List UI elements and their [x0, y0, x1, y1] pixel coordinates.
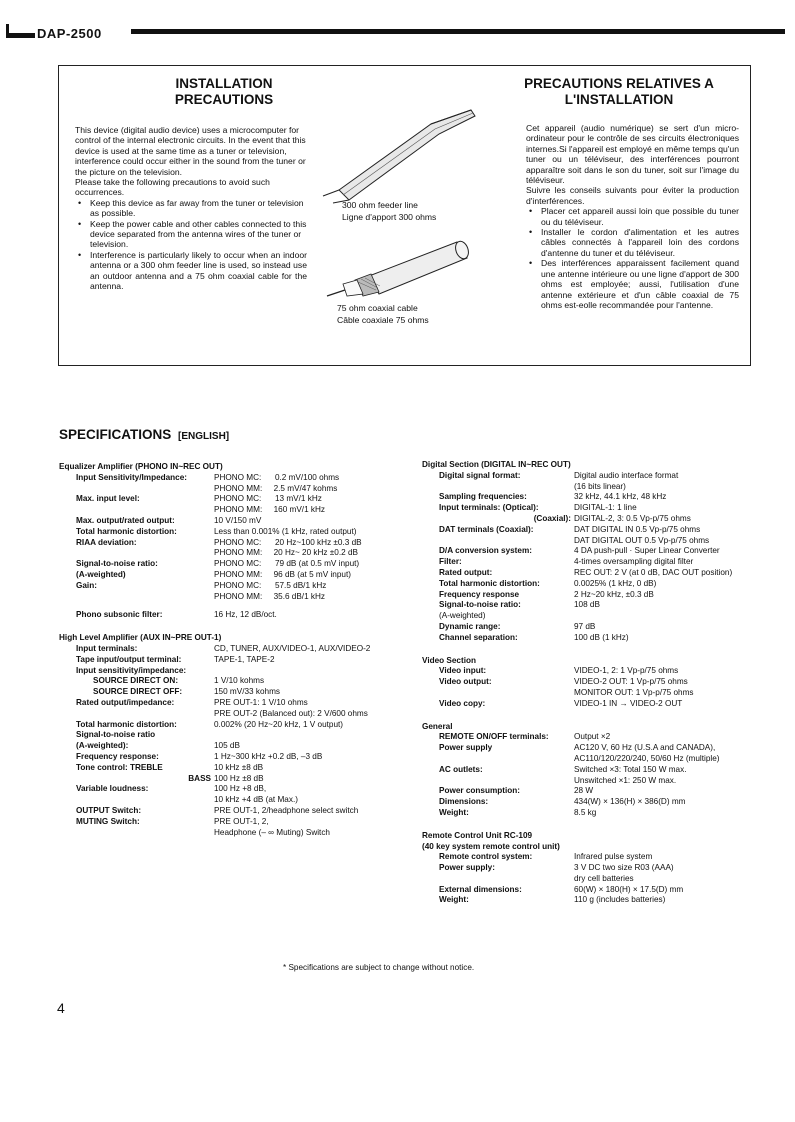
spec-value: PRE OUT-1: 1 V/10 ohms [214, 697, 308, 707]
spec-label: Input terminals: [76, 643, 138, 653]
spec-row [59, 559, 370, 570]
spec-value: PHONO MM: 2.5 mV/47 kohms [214, 483, 338, 493]
spec-row [422, 699, 732, 710]
spec-label: Rated output: [439, 567, 493, 577]
header-rule [131, 29, 785, 34]
spec-label: (A-weighted) [76, 569, 126, 579]
spec-value: 100 dB (1 kHz) [574, 632, 629, 642]
spec-label: Total harmonic distortion: [76, 526, 177, 536]
spec-row [422, 765, 732, 776]
precautions-title-en: INSTALLATION PRECAUTIONS [174, 76, 274, 107]
spec-value: 32 kHz, 44.1 kHz, 48 kHz [574, 492, 667, 502]
spec-spacer [422, 644, 732, 656]
spec-value: 3 V DC two size R03 (AAA) [574, 863, 674, 873]
spec-label: D/A conversion system: [439, 546, 532, 556]
spec-value: PHONO MM: 35.6 dB/1 kHz [214, 591, 326, 601]
precautions-text-en [75, 125, 307, 292]
spec-row [422, 732, 732, 743]
spec-value: PHONO MC: 13 mV/1 kHz [214, 494, 322, 504]
section-title: (40 key system remote control unit) [422, 841, 560, 851]
spec-label: Video copy: [439, 698, 486, 708]
spec-row [59, 687, 370, 698]
spec-value: PHONO MC: 79 dB (at 0.5 mV input) [214, 559, 360, 569]
spec-value: 10 kHz ±8 dB [214, 762, 264, 772]
spec-label: Channel separation: [439, 632, 518, 642]
spec-row [59, 709, 370, 720]
spec-label: DAT terminals (Coaxial): [439, 524, 534, 534]
spec-value: 1 Hz~300 kHz +0.2 dB, –3 dB [214, 751, 323, 761]
spec-value: 16 Hz, 12 dB/oct. [214, 610, 277, 620]
spec-value: Infrared pulse system [574, 852, 653, 862]
spec-value: REC OUT: 2 V (at 0 dB, DAC OUT position) [574, 567, 733, 577]
spec-value: PHONO MM: 160 mV/1 kHz [214, 505, 326, 515]
spec-label [59, 484, 214, 495]
spec-row [422, 688, 732, 699]
spec-value: 108 dB [574, 600, 600, 610]
spec-row [59, 730, 370, 741]
spec-row [422, 546, 732, 557]
spec-row [59, 610, 370, 621]
spec-row [59, 817, 370, 828]
spec-label: (Coaxial): [533, 513, 571, 523]
spec-row [59, 516, 370, 527]
spec-row [422, 622, 732, 633]
spec-row [59, 494, 370, 505]
spec-value: Switched ×3: Total 150 W max. [574, 764, 687, 774]
spec-row [422, 743, 732, 754]
specifications-language: [ENGLISH] [178, 431, 230, 442]
please-en: Please take the following precautions to avoid such occurrences. [75, 177, 270, 198]
spec-row [59, 655, 370, 666]
spec-row [422, 579, 732, 590]
coaxial-cable-illustration [325, 238, 475, 302]
spec-label: MUTING Switch: [76, 816, 140, 826]
spec-label [422, 874, 574, 885]
spec-row [59, 720, 370, 731]
spec-label [59, 505, 214, 516]
spec-spacer [59, 602, 370, 610]
spec-label: Filter: [439, 557, 462, 567]
spec-label: (A-weighted) [439, 611, 486, 621]
spec-value: Less than 0.001% (1 kHz, rated output) [214, 526, 357, 536]
spec-label: Gain: [76, 580, 97, 590]
spec-value: DAT DIGITAL OUT 0.5 Vp-p/75 ohms [574, 535, 710, 545]
spec-label: Frequency response: [76, 751, 159, 761]
spec-row [59, 527, 370, 538]
bullet-list-en [75, 198, 307, 292]
spec-row [422, 633, 732, 644]
spec-label: Remote control system: [439, 852, 533, 862]
spec-value: MONITOR OUT: 1 Vp-p/75 ohms [574, 687, 694, 697]
spec-value: 4-times oversampling digital filter [574, 557, 694, 567]
spec-value: 10 kHz +4 dB (at Max.) [214, 795, 298, 805]
spec-value: PHONO MM: 20 Hz~ 20 kHz ±0.2 dB [214, 548, 358, 558]
spec-row [59, 644, 370, 655]
spec-table-left [59, 462, 370, 838]
spec-value: Digital audio interface format [574, 470, 679, 480]
spec-row [59, 795, 370, 806]
spec-label: Max. input level: [76, 494, 140, 504]
bullet-en: • Keep this device as far away from the tuner or television as possible. [75, 198, 307, 219]
spec-table-right [422, 460, 732, 906]
spec-row [422, 666, 732, 677]
spec-label: Video input: [439, 666, 487, 676]
spec-section-heading [422, 831, 732, 842]
spec-row [422, 514, 732, 525]
spec-label: External dimensions: [439, 884, 522, 894]
spec-label: Digital signal format: [439, 470, 521, 480]
spec-label: Input sensitivity/impedance: [76, 665, 187, 675]
spec-label: Phono subsonic filter: [76, 610, 163, 620]
spec-value: PHONO MM: 96 dB (at 5 mV input) [214, 569, 351, 579]
caption-coax-en: 75 ohm coaxial cable [337, 303, 418, 313]
spec-value: DAT DIGITAL IN 0.5 Vp-p/75 ohms [574, 524, 701, 534]
specifications-heading: SPECIFICATIONS [59, 427, 172, 442]
spec-label: SOURCE DIRECT ON: [93, 676, 179, 686]
spec-row [59, 538, 370, 549]
spec-value: 60(W) × 180(H) × 17.5(D) mm [574, 884, 684, 894]
spec-value: 0.0025% (1 kHz, 0 dB) [574, 578, 657, 588]
spec-row [422, 852, 732, 863]
section-title: General [422, 721, 453, 731]
spec-row [422, 863, 732, 874]
spec-label: Weight: [439, 807, 469, 817]
spec-section-heading [59, 462, 370, 473]
spec-row [422, 600, 732, 611]
spec-label: Signal-to-noise ratio [76, 730, 156, 740]
spec-label: Total harmonic distortion: [439, 578, 540, 588]
section-title: High Level Amplifier (AUX IN~PRE OUT-1) [59, 633, 222, 643]
spec-row [59, 473, 370, 484]
spec-value: 10 V/150 mV [214, 515, 262, 525]
spec-footnote: * Specifications are subject to change without notice. [283, 963, 475, 972]
spec-row [59, 784, 370, 795]
spec-label: Input Sensitivity/Impedance: [76, 472, 188, 482]
spec-label: Signal-to-noise ratio: [439, 600, 521, 610]
spec-label: SOURCE DIRECT OFF: [93, 687, 183, 697]
spec-label: OUTPUT Switch: [76, 805, 142, 815]
spec-row [59, 666, 370, 677]
spec-label: Signal-to-noise ratio: [76, 559, 158, 569]
spec-row [422, 568, 732, 579]
caption-feeder-fr: Ligne d'apport 300 ohms [342, 212, 437, 222]
spec-label [422, 688, 574, 699]
spec-row [59, 806, 370, 817]
spec-row [59, 774, 370, 785]
spec-label: REMOTE ON/OFF terminals: [439, 732, 549, 742]
spec-label: Rated output/impedance: [76, 697, 175, 707]
section-title: Digital Section (DIGITAL IN~REC OUT) [422, 460, 571, 469]
spec-row [59, 570, 370, 581]
spec-value [214, 730, 370, 741]
spec-label: AC outlets: [439, 764, 483, 774]
spec-value: 110 g (includes batteries) [574, 895, 666, 905]
spec-value [574, 611, 732, 622]
spec-row [59, 592, 370, 603]
spec-value: 8.5 kg [574, 807, 597, 817]
spec-value: 0.002% (20 Hz~20 kHz, 1 V output) [214, 719, 344, 729]
spec-row [422, 808, 732, 819]
spec-row [422, 786, 732, 797]
spec-value: DIGITAL-1: 1 line [574, 503, 637, 513]
spec-value: 434(W) × 136(H) × 386(D) mm [574, 797, 686, 807]
spec-value: 2 Hz~20 kHz, ±0.3 dB [574, 589, 654, 599]
spec-row [422, 525, 732, 536]
spec-value: PRE OUT-2 (Balanced out): 2 V/600 ohms [214, 708, 368, 718]
spec-value: VIDEO-1 IN → VIDEO-2 OUT [574, 698, 683, 708]
spec-label: Max. output/rated output: [76, 515, 175, 525]
spec-label: Frequency response [439, 589, 520, 599]
spec-spacer [59, 621, 370, 633]
spec-row [422, 536, 732, 547]
page-number: 4 [57, 1000, 65, 1016]
spec-value: PHONO MC: 57.5 dB/1 kHz [214, 580, 327, 590]
spec-value: (16 bits linear) [574, 481, 626, 491]
bullet-fr: • Placer cet appareil aussi loin que possible du tuner ou du téléviseur. [526, 206, 739, 227]
spec-value: DIGITAL-2, 3: 0.5 Vp-p/75 ohms [574, 513, 691, 523]
spec-row [422, 471, 732, 482]
spec-value: dry cell batteries [574, 873, 634, 883]
spec-value: Output ×2 [574, 732, 611, 742]
spec-value: PRE OUT-1, 2/headphone select switch [214, 805, 359, 815]
spec-section-heading [422, 722, 732, 733]
please-fr: Suivre les conseils suivants pour éviter la production d'interférences. [526, 185, 739, 206]
spec-row [59, 763, 370, 774]
spec-row [422, 776, 732, 787]
spec-row [422, 677, 732, 688]
spec-value: VIDEO-2 OUT: 1 Vp-p/75 ohms [574, 677, 688, 687]
spec-label: Sampling frequencies: [439, 492, 527, 502]
spec-row [422, 754, 732, 765]
spec-label [59, 795, 214, 806]
spec-value: 100 Hz ±8 dB [214, 773, 264, 783]
spec-section-heading [422, 842, 732, 853]
spec-section-heading [59, 633, 370, 644]
spec-row [422, 885, 732, 896]
precautions-text-fr [526, 123, 739, 310]
spec-row [422, 895, 732, 906]
caption-coax-fr: Câble coaxiale 75 ohms [337, 315, 429, 325]
section-title: Equalizer Amplifier (PHONO IN~REC OUT) [59, 462, 223, 471]
spec-label [422, 536, 574, 547]
spec-row [59, 698, 370, 709]
spec-value: 28 W [574, 786, 594, 796]
spec-value: 100 Hz +8 dB, [214, 784, 267, 794]
spec-spacer [422, 819, 732, 831]
spec-value: CD, TUNER, AUX/VIDEO-1, AUX/VIDEO-2 [214, 643, 371, 653]
spec-label: Input terminals: (Optical): [439, 503, 539, 513]
spec-label: Video output: [439, 677, 492, 687]
section-title: Video Section [422, 655, 476, 665]
spec-row [422, 482, 732, 493]
spec-label: BASS [188, 773, 211, 783]
spec-value: VIDEO-1, 2: 1 Vp-p/75 ohms [574, 666, 679, 676]
spec-value: 1 V/10 kohms [214, 676, 265, 686]
spec-label [59, 828, 214, 839]
feeder-line-illustration [321, 104, 481, 204]
spec-row [422, 797, 732, 808]
spec-row [59, 828, 370, 839]
spec-label: RIAA deviation: [76, 537, 137, 547]
spec-row [59, 752, 370, 763]
spec-label [59, 709, 214, 720]
spec-row [59, 548, 370, 559]
spec-value: PRE OUT-1, 2, [214, 816, 269, 826]
spec-row [59, 581, 370, 592]
spec-label: Power consumption: [439, 786, 520, 796]
header-rule-left [9, 33, 35, 38]
spec-row [59, 484, 370, 495]
precautions-title-fr: PRECAUTIONS RELATIVES A L'INSTALLATION [524, 76, 714, 107]
spec-value [214, 666, 370, 677]
spec-value: 105 dB [214, 741, 240, 751]
spec-label: Variable loudness: [76, 784, 149, 794]
spec-label: Tape input/output terminal: [76, 654, 182, 664]
spec-value: PHONO MC: 20 Hz~100 kHz ±0.3 dB [214, 537, 362, 547]
spec-row [422, 590, 732, 601]
spec-row [422, 492, 732, 503]
spec-label [422, 482, 574, 493]
spec-row [59, 741, 370, 752]
precautions-box [58, 65, 751, 366]
spec-row [59, 676, 370, 687]
bullet-en: • Keep the power cable and other cables connected to this device separated from the antenna wires of the tuner or television. [75, 219, 307, 250]
spec-spacer [422, 710, 732, 722]
model-name: DAP-2500 [37, 26, 102, 41]
spec-label: Dimensions: [439, 797, 489, 807]
spec-label: Tone control: TREBLE [76, 762, 163, 772]
spec-label [59, 548, 214, 559]
spec-label [422, 776, 574, 787]
spec-value: 97 dB [574, 621, 596, 631]
spec-value: AC110/120/220/240, 50/60 Hz (multiple) [574, 753, 720, 763]
caption-feeder-en: 300 ohm feeder line [342, 200, 418, 210]
intro-fr: Cet appareil (audio numérique) se sert d'un micro-ordinateur pour le contrôle de ses circuits électroniques internes.Si l'appareil est employé en même temps qu'un tuner ou un téléviseur, des interférences pourront apparaître soit dans le son du tuner, soit sur l'image du téléviseur. [526, 123, 739, 186]
spec-row [59, 505, 370, 516]
spec-value: 4 DA push-pull · Super Linear Converter [574, 546, 720, 556]
bullet-fr: • Installer le cordon d'alimentation et les autres câbles connectés à l'appareil loin des cordons d'antenne du tuner et du téléviseur. [526, 227, 739, 258]
spec-label [59, 592, 214, 603]
spec-label: (A-weighted): [76, 741, 129, 751]
spec-value: Unswitched ×1: 250 W max. [574, 775, 677, 785]
spec-section-heading [422, 460, 732, 471]
spec-section-heading [422, 656, 732, 667]
specifications-title [59, 427, 229, 442]
spec-label: Weight: [439, 895, 469, 905]
spec-row [422, 557, 732, 568]
bullet-fr: • Des interférences apparaissent facilement quand une antenne intérieure ou une ligne d'apport de 300 ohms est employée; aussi, l'utilisation d'une antenne extérieure et d'un câble coaxial de 75 ohms est-eolle recommandée pour l'antenne. [526, 258, 739, 310]
section-title: Remote Control Unit RC-109 [422, 830, 533, 840]
spec-label: Dynamic range: [439, 621, 501, 631]
spec-label: Total harmonic distortion: [76, 719, 177, 729]
spec-value: 150 mV/33 kohms [214, 687, 280, 697]
spec-label [422, 754, 574, 765]
bullet-en: • Interference is particularly likely to occur when an indoor antenna or a 300 ohm feeder line is used, so instead use an outdoor antenna and a 75 ohm coaxial cable for the antenna. [75, 250, 307, 292]
spec-value: AC120 V, 60 Hz (U.S.A and CANADA), [574, 743, 716, 753]
spec-row [422, 611, 732, 622]
spec-row [422, 874, 732, 885]
spec-label: Power supply: [439, 863, 495, 873]
spec-value: Headphone (– ∞ Muting) Switch [214, 827, 330, 837]
spec-value: PHONO MC: 0.2 mV/100 ohms [214, 472, 340, 482]
bullet-list-fr [526, 206, 739, 310]
spec-label: Power supply [439, 743, 493, 753]
spec-value: TAPE-1, TAPE-2 [214, 654, 275, 664]
spec-row [422, 503, 732, 514]
intro-en: This device (digital audio device) uses a microcomputer for control of the internal electronic circuits. In the event that this device is used at the same time as a tuner or television, interference could occur either in the sound from the tuner or the picture on the television. [75, 125, 306, 177]
